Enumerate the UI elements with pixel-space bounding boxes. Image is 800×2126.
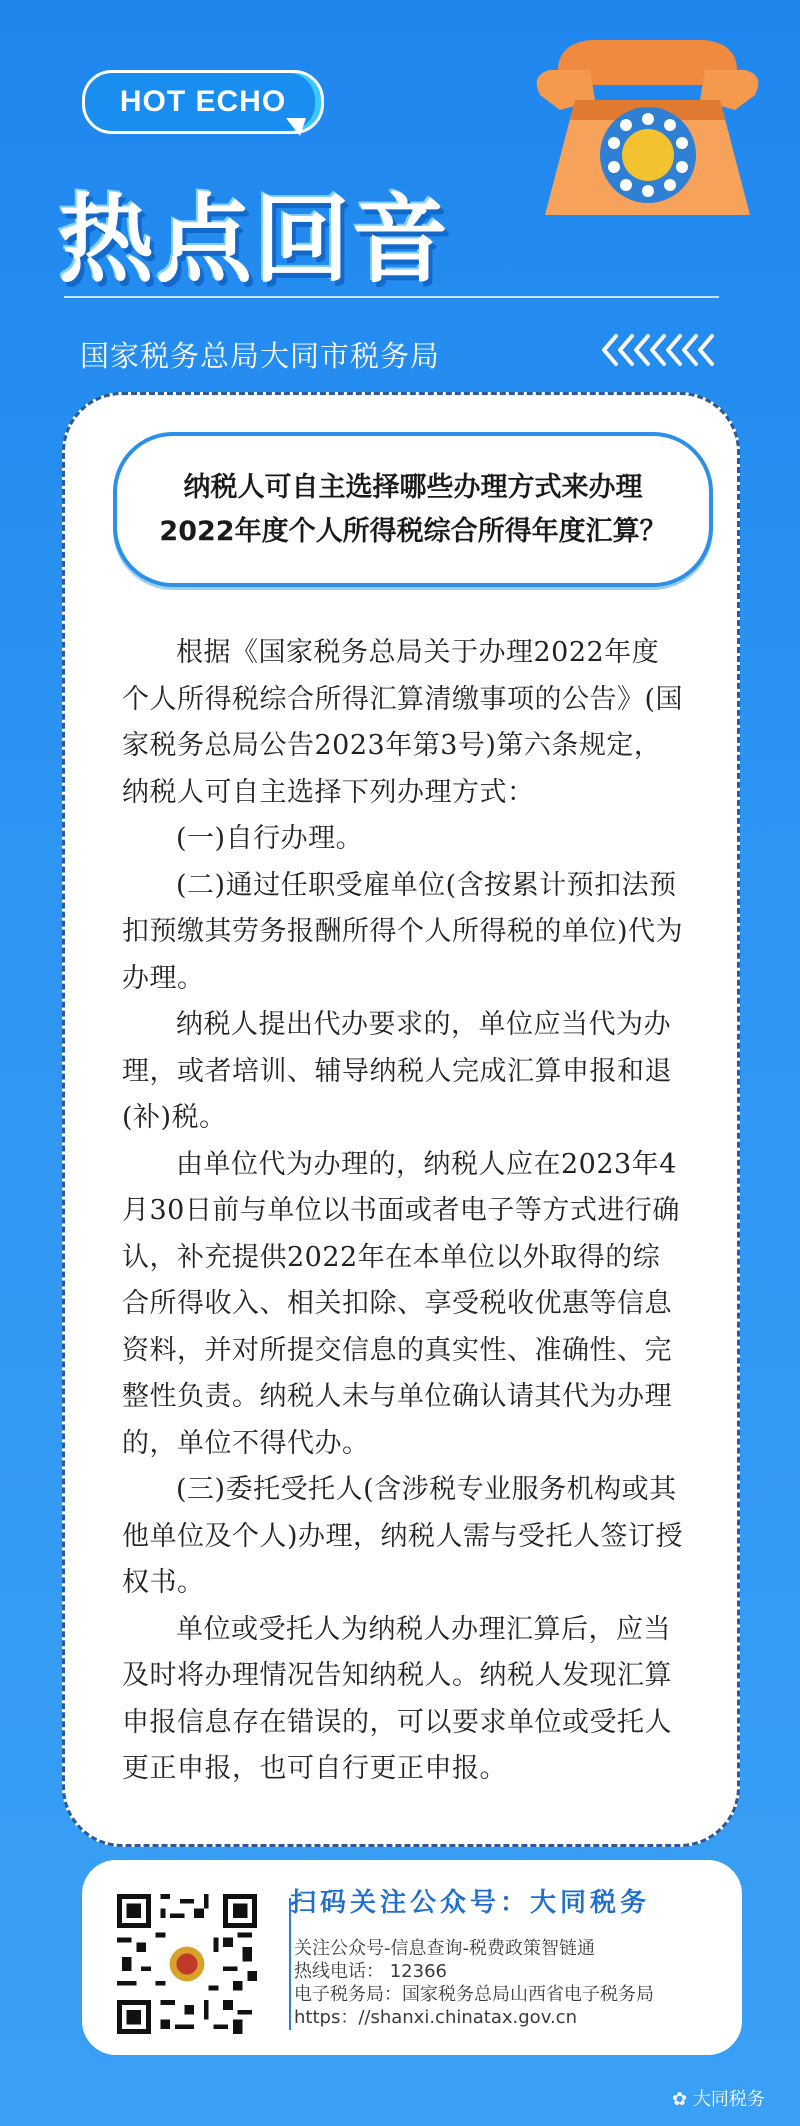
qr-code[interactable] xyxy=(117,1894,257,2034)
info-website-link[interactable]: https：//shanxi.chinatax.gov.cn xyxy=(294,2007,577,2028)
question-box xyxy=(113,432,713,587)
scan-follow-title: 扫码关注公众号：大同税务 xyxy=(290,1888,651,1918)
info-hotline: 热线电话： 12366 xyxy=(294,1961,447,1982)
watermark-label: 大同税务 xyxy=(692,2089,765,2110)
bureau-name: 国家税务总局大同市税务局 xyxy=(80,339,441,373)
title-divider xyxy=(64,296,719,298)
wechat-icon: ✿ xyxy=(672,2089,688,2110)
paragraph: (三)委托受托人(含涉税专业服务机构或其他单位及个人)办理，纳税人需与受托人签订授权书。 xyxy=(122,1474,684,1598)
paragraph: 单位或受托人为纳税人办理汇算后，应当及时将办理情况告知纳税人。纳税人发现汇算申报信息存在错误的，可以要求单位或受托人更正申报，也可自行更正申报。 xyxy=(122,1613,672,1784)
chevrons-left-icon xyxy=(598,330,718,370)
paragraph: (二)通过任职受雇单位(含按累计预扣法预扣预缴其劳务报酬所得个人所得税的单位)代为办理。 xyxy=(122,869,684,994)
hot-echo-badge: HOT ECHO xyxy=(82,70,324,134)
paragraph: 由单位代为办理的，纳税人应在2023年4月30日前与单位以书面或者电子等方式进行确认，补充提供2022年在本单位以外取得的综合所得收入、相关扣除、享受税收优惠等信息资料，并对所提交信息的真实性、准确性、完整性负责。纳税人未与单位确认请其代为办理的，单位不得代办。 xyxy=(122,1148,680,1459)
info-etax-bureau: 电子税务局：国家税务总局山西省电子税务局 xyxy=(294,1984,654,2005)
page-title: 热点回音 xyxy=(58,184,450,296)
paragraph: 根据《国家税务总局关于办理2022年度个人所得税综合所得汇算清缴事项的公告》(国家税务总局公告2023年第3号)第六条规定，纳税人可自主选择下列办理方式： xyxy=(122,637,684,808)
wechat-watermark xyxy=(672,2085,765,2111)
info-menu-path: 关注公众号-信息查询-税费政策智链通 xyxy=(294,1938,595,1959)
paragraph: (一)自行办理。 xyxy=(176,823,364,854)
question-line-1: 纳税人可自主选择哪些办理方式来办理 xyxy=(183,471,643,503)
question-line-2: 2022年度个人所得税综合所得年度汇算？ xyxy=(159,515,667,547)
paragraph: 纳税人提出代办要求的，单位应当代为办理，或者培训、辅导纳税人完成汇算申报和退(补)税。 xyxy=(122,1009,672,1133)
answer-text xyxy=(122,630,684,1793)
badge-tail-decoration xyxy=(286,118,306,136)
telephone-icon xyxy=(520,25,775,230)
footer-panel xyxy=(82,1860,742,2055)
